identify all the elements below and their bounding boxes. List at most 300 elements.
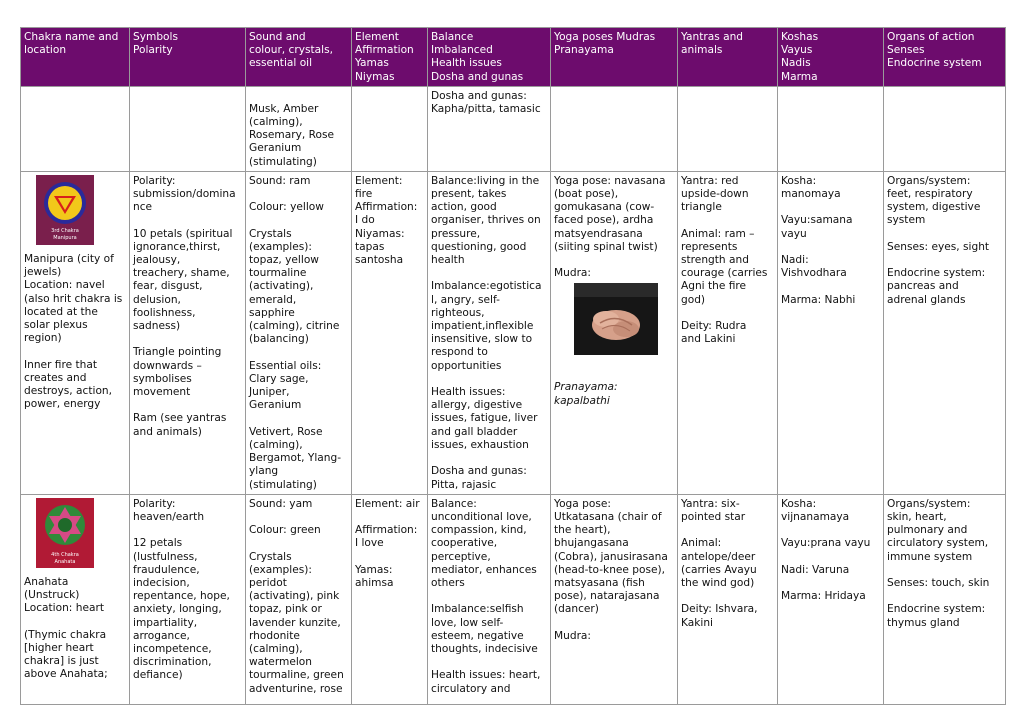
text-line: mediator, enhances [431,563,537,576]
chakra-table [20,27,1006,705]
text-line: Deity: Rudra [681,320,747,333]
text-line: Affirmation: [355,524,418,537]
text-line: (carries Avayu [681,563,757,576]
header-organs [884,28,1006,87]
text-line: system, digestive [887,201,981,214]
text-line: Imbalanced [431,44,493,57]
text-line: Affirmation: [355,201,418,214]
header-balance [428,28,551,87]
text-line: Essential oils: [249,359,322,372]
text-line: Nadis [781,57,811,70]
text-line: located at the [24,305,98,318]
text-line: Yantra: red [681,174,739,187]
text-line: cooperative, [431,537,498,550]
text-line [554,617,674,630]
text-line: Animal: [681,537,722,550]
cell-organs [884,171,1006,494]
text-line: Dosha and gunas: [431,465,527,478]
cell-kosha [778,494,884,704]
text-line: (dancer) [554,603,599,616]
text-line: Organs/system: [887,497,971,510]
header-sound [246,28,352,87]
text-line [431,656,547,669]
text-line: and Lakini [681,333,736,346]
text-line: faced pose), ardha [554,214,654,227]
text-line: Symbols [133,31,178,43]
header-element [352,28,428,87]
text-line: region) [24,332,62,345]
text-line: I love [355,537,384,550]
text-line [681,307,774,320]
text-line [249,188,348,201]
text-line: Polarity: [133,497,176,510]
text-line: Element [355,31,399,43]
text-line: jealousy, [133,254,181,267]
text-line: peridot [249,576,287,589]
text-line: matsyasana (fish [554,576,645,589]
text-line: sapphire [249,306,295,319]
text-line [133,524,242,537]
text-line [431,267,547,280]
cell-yantra [678,171,778,494]
manipura-chakra-icon [36,175,94,245]
text-line: animals [681,44,723,57]
text-line: pointed star [681,510,746,523]
text-line: Yamas: [355,563,393,576]
text-line: health [431,254,465,267]
text-line: Health issues: [431,386,506,399]
text-line: issues, exhaustion [431,438,529,451]
text-line: (head-to-knee pose), [554,563,666,576]
cell-kosha [778,86,884,171]
text-line: repentance, hope, [133,590,230,603]
text-line: essential oil [249,57,313,70]
text-line: Pranayama [554,44,614,57]
text-line: (siiting spinal twist) [554,240,658,253]
text-line: vijnanamaya [781,510,850,523]
text-line: allergy, digestive [431,399,523,412]
text-line: Anahata [24,575,69,588]
mudra-photo-image [574,283,658,355]
text-line: Kosha: [781,497,817,510]
text-line: action, good [431,201,497,214]
text-line [133,399,242,412]
text-line: Yoga poses Mudras [554,31,656,43]
text-line: (Thymic chakra [24,628,107,641]
header-row [21,28,1006,87]
table-row [21,494,1006,704]
cell-yoga [551,494,678,704]
text-line: Koshas [781,31,819,43]
text-line: Yoga pose: [554,497,611,510]
text-line [249,537,348,550]
cell-balance [428,171,551,494]
text-line: Yantras and [681,31,744,43]
text-line: Vishvodhara [781,267,847,280]
text-line: pancreas and [887,280,959,293]
text-line: creates and [24,371,87,384]
cell-yantra [678,494,778,704]
text-line: bhujangasana [554,537,629,550]
table-row [21,171,1006,494]
text-line: (lustfulness, [133,550,198,563]
text-line: Polarity [133,44,173,57]
text-line [781,551,880,564]
cell-balance [428,86,551,171]
text-line: jewels) [24,266,62,279]
text-line: Ram (see yantras [133,412,227,425]
text-line [249,214,348,227]
text-line: matsyendrasana [554,227,643,240]
text-line [431,373,547,386]
text-line: ylang [249,465,279,478]
text-line: Kapha/pitta, tamasic [431,103,541,116]
text-line: Location: heart [24,602,104,615]
text-line [431,590,547,603]
text-line [249,412,348,425]
cell-symbols [130,86,246,171]
text-line: Senses [887,44,925,57]
text-line: Endocrine system: [887,603,986,616]
text-line: Imbalance:selfish [431,603,524,616]
text-line: Senses: eyes, sight [887,240,990,253]
text-line: love, low self- [431,616,504,629]
text-line: Utkatasana (chair of [554,510,662,523]
text-line: issues, fatigue, liver [431,412,538,425]
header-yoga [551,28,678,87]
text-line: questioning, good [431,240,527,253]
text-line [24,345,126,358]
text-line [887,228,1002,241]
text-line [355,511,424,524]
text-line [781,577,880,590]
text-line: (calming), [249,116,303,129]
text-line: Sound: yam [249,497,313,510]
text-line: (activating), [249,280,314,293]
text-line: (balancing) [249,333,309,346]
text-line [781,524,880,537]
text-line [781,201,880,214]
text-line: Kosha: [781,174,817,187]
text-line: Balance:living in the [431,174,540,187]
text-line: foolishness, [133,306,196,319]
text-line: Agni the fire [681,280,747,293]
text-line: vayu [781,227,807,240]
text-line: incompetence, [133,642,212,655]
text-line [249,346,348,359]
text-line: the wind god) [681,576,755,589]
text-line: unconditional love, [431,510,532,523]
text-line: Mudra: [554,629,591,642]
text-line: Balance: [431,497,477,510]
text-line [24,616,126,629]
text-line: Yoga pose: navasana [554,174,666,187]
text-line: Organs/system: [887,174,971,187]
text-line: Geranium [249,142,302,155]
text-line: Animal: ram – [681,227,755,240]
text-line: Rosemary, Rose [249,129,334,142]
header-yantras [678,28,778,87]
text-line: present, takes [431,188,507,201]
text-line: immune system [887,550,973,563]
text-line: Manipura (city of [24,253,114,266]
text-line: pressure, [431,227,481,240]
text-line [781,241,880,254]
text-line: nce [133,201,153,214]
text-line: righteous, [431,306,485,319]
text-line: 10 petals (spiritual [133,227,233,240]
cell-organs [884,494,1006,704]
text-line: fire [355,188,373,201]
text-line: 12 petals [133,537,183,550]
text-line: insensitive, slow to [431,333,533,346]
text-line: topaz, pink or [249,603,322,616]
text-line: ahimsa [355,576,394,589]
text-line: and animals) [133,425,202,438]
text-line: (examples): [249,563,312,576]
text-line: esteem, negative [431,629,524,642]
text-line: perceptive, [431,550,491,563]
cell-symbols [130,494,246,704]
text-line: strength and [681,254,749,267]
cell-sound [246,171,352,494]
text-line: treachery, shame, [133,267,230,280]
text-line: l, angry, self- [431,293,500,306]
text-line: (also hrit chakra is [24,292,123,305]
text-line: Crystals [249,550,292,563]
text-line: god) [681,293,706,306]
text-line: Kakini [681,616,713,629]
svg-text:4th Chakra: 4th Chakra [51,551,79,558]
text-line: Niyamas: [355,227,405,240]
text-line [133,333,242,346]
text-line: gomukasana (cow- [554,201,655,214]
text-line: Vayu:samana [781,214,853,227]
text-line: (boat pose), [554,188,619,201]
text-line: Balance [431,31,474,43]
text-line: Pranayama: [554,381,618,394]
text-line: Inner fire that [24,358,97,371]
cell-element [352,494,428,704]
text-line: downwards – [133,359,202,372]
text-line: Location: navel [24,279,105,292]
text-line [133,214,242,227]
text-line: Musk, Amber [249,102,319,115]
text-line: tourmaline, green [249,669,344,682]
text-line: adrenal glands [887,293,966,306]
cell-element [352,86,428,171]
text-line: Endocrine system [887,57,982,70]
text-line: respond to [431,346,488,359]
text-line: Geranium [249,399,302,412]
cell-symbols [130,171,246,494]
text-line: organiser, thrives on [431,214,541,227]
text-line: symbolises [133,372,192,385]
text-line: antelope/deer [681,550,756,563]
text-line: Endocrine system: [887,267,986,280]
text-line [554,254,674,267]
text-line: kapalbathi [554,394,610,407]
text-line: Deity: Ishvara, [681,603,758,616]
text-line: impartiality, [133,616,198,629]
header-koshas [778,28,884,87]
text-line: indecision, [133,576,190,589]
text-line: and gall bladder [431,425,518,438]
text-line: Vayu:prana vayu [781,537,871,550]
text-line: I do [355,214,375,227]
text-line: Senses: touch, skin [887,576,990,589]
svg-text:Anahata: Anahata [54,558,76,565]
text-line: Vayus [781,44,813,57]
text-line: tourmaline [249,267,307,280]
text-line [681,214,774,227]
text-line: Vetivert, Rose [249,425,323,438]
text-line: manomaya [781,188,841,201]
text-line: Health issues [431,57,502,70]
text-line: Nadi: [781,254,809,267]
text-line: Mudra: [554,267,591,280]
text-line: Juniper, [249,386,290,399]
text-line: Clary sage, [249,372,309,385]
text-line [887,590,1002,603]
text-line: arrogance, [133,629,190,642]
text-line: lavender kunzite, [249,616,341,629]
text-line [681,524,774,537]
text-line: Sound and [249,31,306,43]
text-line: feet, respiratory [887,188,973,201]
text-line: submission/domina [133,188,236,201]
text-line: thymus gland [887,616,960,629]
text-line: fear, disgust, [133,280,203,293]
cell-name [21,86,130,171]
text-line: defiance) [133,669,183,682]
text-line: Yantra: six- [681,497,740,510]
text-line: Crystals [249,227,292,240]
text-line: Pitta, rajasic [431,478,497,491]
text-line: location [24,44,67,57]
text-line: system [887,214,926,227]
text-line [887,564,1002,577]
text-line: delusion, [133,293,181,306]
text-line: Dosha and gunas [431,70,524,83]
text-line: Sound: ram [249,174,311,187]
table-row [21,86,1006,171]
svg-text:Manipura: Manipura [53,234,77,241]
text-line: fraudulence, [133,563,200,576]
text-line: others [431,576,465,589]
text-line: Polarity: [133,174,176,187]
text-line: circulatory and [431,682,511,695]
text-line: discrimination, [133,656,212,669]
text-line: power, energy [24,398,101,411]
cell-yoga [551,171,678,494]
text-line: pose), natarajasana [554,590,660,603]
text-line: chakra] is just [24,655,99,668]
text-line: pulmonary and [887,524,968,537]
text-line: compassion, kind, [431,524,527,537]
cell-balance [428,494,551,704]
text-line: tapas [355,240,385,253]
text-line: adventurine, rose [249,682,343,695]
text-line: Marma: Hridaya [781,590,866,603]
text-line: Marma [781,70,818,83]
text-line: represents [681,240,738,253]
text-line: circulatory system, [887,537,989,550]
text-line: sadness) [133,320,181,333]
text-line: (calming), [249,438,303,451]
text-line [887,254,1002,267]
cell-element [352,171,428,494]
text-line: (calming), [249,642,303,655]
cell-yoga [551,86,678,171]
cell-sound [246,494,352,704]
text-line: destroys, action, [24,385,113,398]
text-line: (Unstruck) [24,589,80,602]
text-line: Element: [355,174,403,187]
text-line: the heart), [554,524,611,537]
text-line: [higher heart [24,641,94,654]
text-line: anxiety, longing, [133,603,222,616]
text-line [781,280,880,293]
text-line: (stimulating) [249,478,317,491]
text-line: (stimulating) [249,155,317,168]
text-line: (examples): [249,240,312,253]
text-line: Marma: Nabhi [781,293,856,306]
text-line: Chakra name and [24,31,119,43]
text-line: Organs of action [887,31,975,43]
anahata-chakra-icon [36,498,94,568]
text-line: triangle [681,201,722,214]
text-line: (activating), pink [249,590,340,603]
cell-kosha [778,171,884,494]
text-line: opportunities [431,359,502,372]
text-line: Health issues: heart, [431,669,541,682]
text-line: movement [133,386,191,399]
text-line: emerald, [249,293,297,306]
text-line: courage (carries [681,267,768,280]
text-line: Imbalance:egotistica [431,280,542,293]
text-line: thoughts, indecisive [431,642,538,655]
text-line: Affirmation [355,44,414,57]
text-line: ignorance,thirst, [133,240,221,253]
text-line [249,511,348,524]
cell-sound [246,86,352,171]
text-line: Element: air [355,497,420,510]
cell-yantra [678,86,778,171]
text-line: upside-down [681,188,749,201]
text-line: santosha [355,254,404,267]
text-line: skin, heart, [887,510,947,523]
text-line: (Cobra), janusirasana [554,550,668,563]
text-line: colour, crystals, [249,44,333,57]
text-line: watermelon [249,656,312,669]
text-line: Bergamot, Ylang- [249,452,342,465]
text-line: (calming), citrine [249,320,340,333]
svg-text:3rd Chakra: 3rd Chakra [51,227,79,234]
text-line: Niymas [355,70,395,83]
text-line: above Anahata; [24,668,108,681]
text-line: Colour: green [249,524,321,537]
text-line [681,590,774,603]
text-line: Nadi: Varuna [781,563,850,576]
text-line: solar plexus [24,319,88,332]
text-line: Triangle pointing [133,346,222,359]
text-line: Dosha and gunas: [431,89,527,102]
text-line: topaz, yellow [249,254,319,267]
text-line: impatient,inflexible [431,320,534,333]
text-line [355,551,424,564]
text-line [431,452,547,465]
